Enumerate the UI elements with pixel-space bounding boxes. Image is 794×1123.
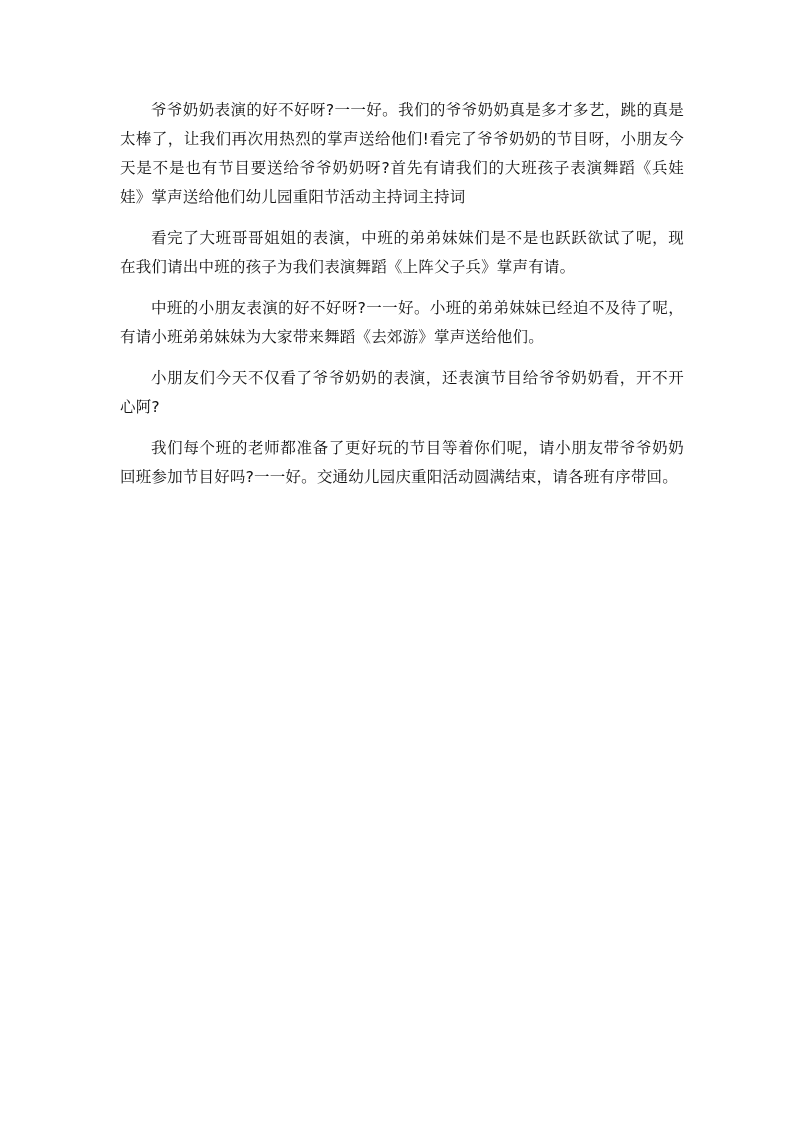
paragraph-1: 爷爷奶奶表演的好不好呀?一一好。我们的爷爷奶奶真是多才多艺，跳的真是太棒了，让我们再次用热烈的掌声送给他们!看完了爷爷奶奶的节目呀，小朋友今天是不是也有节目要送给爷爷奶奶呀?首先有请我们的大班孩子表演舞蹈《兵娃娃》掌声送给他们幼儿园重阳节活动主持词主持词	[120, 101, 684, 206]
paragraph-5: 我们每个班的老师都准备了更好玩的节目等着你们呢，请小朋友带爷爷奶奶回班参加节目好吗?一一好。交通幼儿园庆重阳活动圆满结束，请各班有序带回。	[120, 439, 684, 486]
paragraph-4: 小朋友们今天不仅看了爷爷奶奶的表演，还表演节目给爷爷奶奶看，开不开心阿?	[120, 369, 684, 416]
paragraph-2: 看完了大班哥哥姐姐的表演，中班的弟弟妹妹们是不是也跃跃欲试了呢，现在我们请出中班的孩子为我们表演舞蹈《上阵父子兵》掌声有请。	[120, 229, 684, 276]
document-body	[120, 96, 684, 504]
paragraph-3: 中班的小朋友表演的好不好呀?一一好。小班的弟弟妹妹已经迫不及待了呢，有请小班弟弟妹妹为大家带来舞蹈《去郊游》掌声送给他们。	[120, 299, 684, 346]
